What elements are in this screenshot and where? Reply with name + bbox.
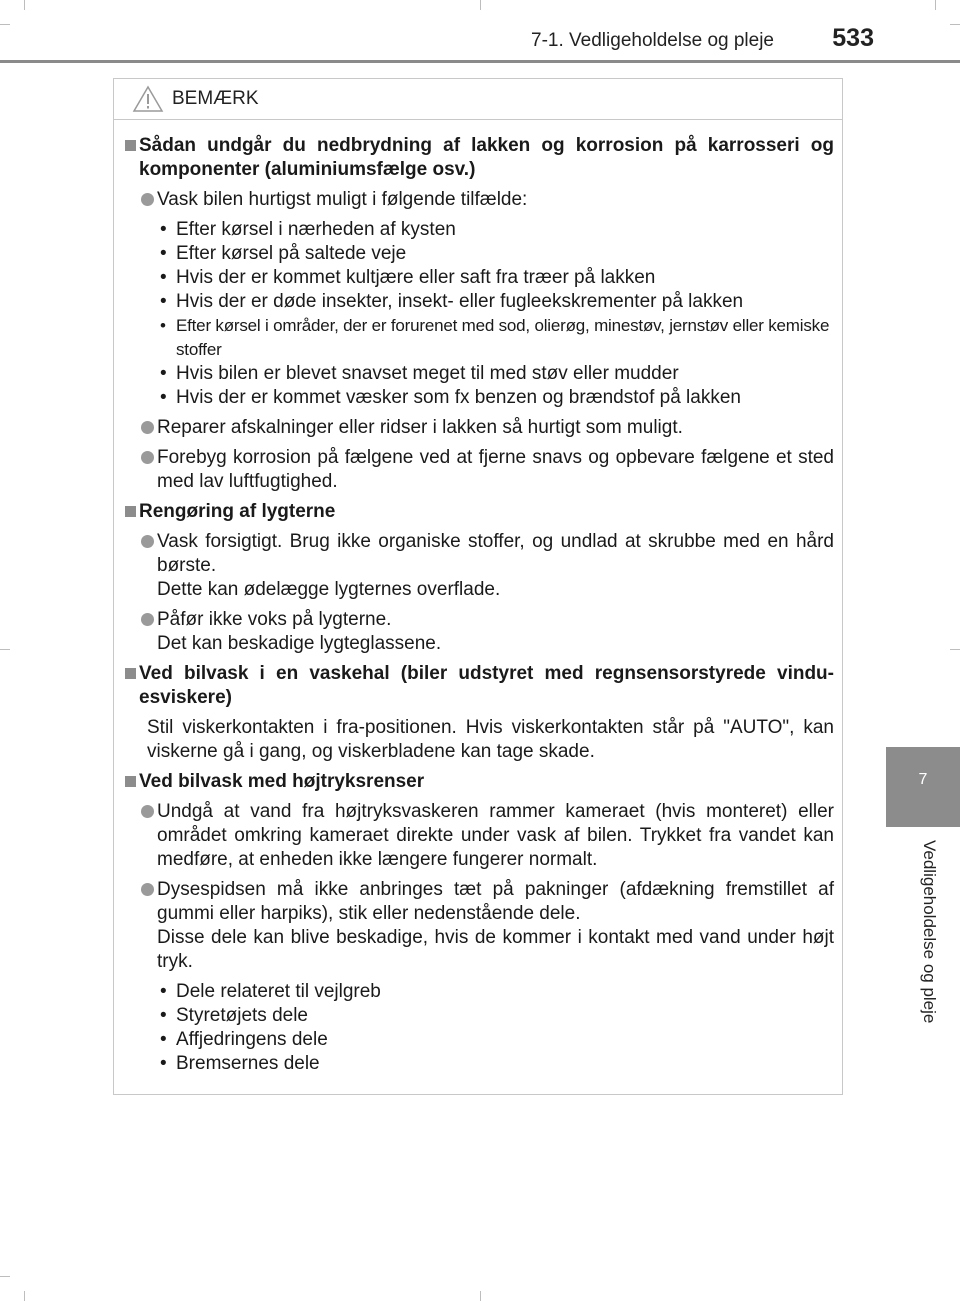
bullet-line: Påfør ikke voks på lygterne. bbox=[157, 609, 392, 630]
crop-mark bbox=[0, 24, 10, 25]
paragraph: Stil viskerkontakten i fra-positionen. Hvis viskerkontakten står på "AUTO", kan viskerne gå i gang, og viskerbladene kan tage skade. bbox=[147, 717, 834, 762]
crop-mark bbox=[480, 1291, 481, 1301]
bullet-text: Undgå at vand fra højtryksvaskeren rammer kameraet (hvis monteret) eller området omkring kameraet direkte under vask af bilen. Trykket fra vandet kan medføre, at enheden ikke længere fungerer normalt. bbox=[157, 801, 834, 870]
section-heading bbox=[125, 662, 834, 710]
round-bullet-icon bbox=[141, 530, 157, 602]
square-bullet-icon bbox=[125, 506, 139, 517]
warning-triangle-icon bbox=[132, 85, 164, 118]
bullet-text: Forebyg korrosion på fælgene ved at fjerne snavs og opbevare fælgene et sted med lav luftfugtighed. bbox=[157, 447, 834, 492]
chapter-tab bbox=[886, 747, 960, 827]
round-bullet-icon bbox=[141, 188, 157, 212]
square-bullet-icon bbox=[125, 140, 139, 151]
list-item: • Hvis der er kommet væsker som fx benzen og brændstof på lakken bbox=[125, 386, 834, 410]
chapter-number: 7 bbox=[918, 771, 928, 788]
section-title: Rengøring af lygterne bbox=[139, 501, 336, 522]
chapter-side-label: Vedligeholdelse og pleje bbox=[920, 840, 939, 1024]
list-item: • Efter kørsel i områder, der er forurenet med sod, olierøg, minestøv, jernstøv eller kemiske stoffer bbox=[125, 314, 834, 362]
bullet-item bbox=[141, 416, 834, 440]
bullet-item bbox=[141, 800, 834, 872]
round-bullet-icon bbox=[141, 446, 157, 494]
crop-mark bbox=[24, 0, 25, 10]
list-item: • Styretøjets dele bbox=[125, 1004, 834, 1028]
round-bullet-icon bbox=[141, 878, 157, 974]
bullet-line: Disse dele kan blive beskadige, hvis de kommer i kontakt med vand under højt tryk. bbox=[157, 927, 834, 972]
bullet-item bbox=[141, 446, 834, 494]
bullet-item bbox=[141, 188, 834, 212]
bullet-text bbox=[157, 530, 834, 602]
bullet-item bbox=[141, 878, 834, 974]
notice-content bbox=[125, 134, 834, 1082]
crop-mark bbox=[950, 24, 960, 25]
bullet-line: Det kan beskadige lygteglassene. bbox=[157, 633, 442, 654]
header-divider bbox=[0, 60, 960, 63]
list-item: • Hvis der er døde insekter, insekt- eller fugleekskrementer på lakken bbox=[125, 290, 834, 314]
section-heading bbox=[125, 500, 834, 524]
list-item: • Efter kørsel på saltede veje bbox=[125, 242, 834, 266]
notice-box bbox=[113, 78, 843, 1095]
bullet-text: Vask bilen hurtigst muligt i følgende tilfælde: bbox=[157, 189, 528, 210]
crop-mark bbox=[480, 0, 481, 10]
square-bullet-icon bbox=[125, 668, 139, 679]
bullet-line: Vask forsigtigt. Brug ikke organiske stoffer, og undlad at skrubbe med en hård børste. bbox=[157, 531, 834, 576]
crop-mark bbox=[0, 649, 10, 650]
bullet-text: Reparer afskalninger eller ridser i lakken så hurtigt som muligt. bbox=[157, 417, 683, 438]
round-bullet-icon bbox=[141, 608, 157, 656]
page-number: 533 bbox=[832, 24, 874, 52]
bullet-item bbox=[141, 530, 834, 602]
bullet-text bbox=[157, 878, 834, 974]
list-item: • Hvis bilen er blevet snavset meget til med støv eller mudder bbox=[125, 362, 834, 386]
list-item: • Hvis der er kommet kultjære eller saft fra træer på lakken bbox=[125, 266, 834, 290]
notice-title: BEMÆRK bbox=[172, 88, 259, 109]
list-item: • Affjedringens dele bbox=[125, 1028, 834, 1052]
crop-mark bbox=[935, 0, 936, 10]
round-bullet-icon bbox=[141, 800, 157, 872]
square-bullet-icon bbox=[125, 776, 139, 787]
sub-list bbox=[125, 980, 834, 1076]
notice-header bbox=[114, 79, 842, 120]
list-item: • Efter kørsel i nærheden af kysten bbox=[125, 218, 834, 242]
bullet-item bbox=[141, 608, 834, 656]
list-item: • Dele relateret til vejlgreb bbox=[125, 980, 834, 1004]
section-header-title: 7-1. Vedligeholdelse og pleje bbox=[531, 30, 774, 51]
sub-list bbox=[125, 218, 834, 410]
crop-mark bbox=[950, 649, 960, 650]
bullet-text bbox=[157, 608, 834, 656]
bullet-line: Dette kan ødelægge lygternes overflade. bbox=[157, 579, 501, 600]
section-title: Ved bilvask i en vaskehal (biler udstyret med regnsensorstyrede vindu-esviskere) bbox=[139, 663, 834, 708]
section-heading bbox=[125, 770, 834, 794]
section-heading bbox=[125, 134, 834, 182]
section-title: Sådan undgår du nedbrydning af lakken og korrosion på karrosseri og komponenter (aluminiumsfælge osv.) bbox=[139, 135, 834, 180]
crop-mark bbox=[24, 1291, 25, 1301]
bullet-line: Dysespidsen må ikke anbringes tæt på pakninger (afdækning fremstillet af gummi eller harpiks), stik eller nedenstående dele. bbox=[157, 879, 834, 924]
list-item: • Bremsernes dele bbox=[125, 1052, 834, 1076]
round-bullet-icon bbox=[141, 416, 157, 440]
section-title: Ved bilvask med højtryksrenser bbox=[139, 771, 425, 792]
crop-mark bbox=[0, 1276, 10, 1277]
